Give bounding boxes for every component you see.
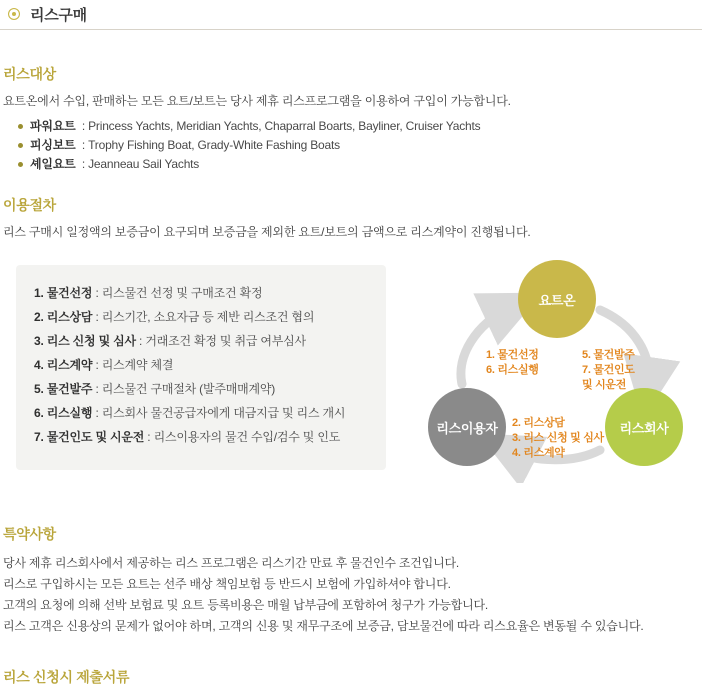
section-heading-text: 리스대상 [3,66,56,82]
procedure-step [34,377,386,401]
diagram-label-line: 및 시운전 [582,379,627,391]
step-desc: : 리스물건 구매절차 (발주매매계약) [95,382,276,396]
step-number: 2. [34,310,44,324]
special-notes-list [3,553,698,637]
diagram-node-label: 요트온 [538,292,576,308]
section-procedure-heading [3,195,56,215]
procedure-step [34,401,386,425]
diagram-node-lease-user [428,388,506,466]
diagram-label-line: 2. 리스상담 [512,417,565,429]
list-item-label: 셰일요트 [30,157,76,171]
diagram-label-line: 7. 물건인도 [582,364,635,376]
step-desc: : 리스이용자의 물건 수입/검수 및 인도 [147,430,341,444]
step-number: 3. [34,334,44,348]
step-number: 6. [34,406,44,420]
step-name: 물건인도 및 시운전 [46,430,145,444]
procedure-step [34,305,386,329]
section-heading-text: 이용절차 [3,197,56,213]
step-number: 1. [34,286,44,300]
diagram-node-lease-company [605,388,683,466]
note-line: 당사 제휴 리스회사에서 제공하는 리스 프로그램은 리스기간 만료 후 물건인수 조건입니다. [3,556,459,570]
note-line: 리스 고객은 신용상의 문제가 없어야 하며, 고객의 신용 및 재무구조에 보증금, 담보물건에 따라 리스요율은 변동될 수 있습니다. [3,619,644,633]
list-item-label: 파워요트 [30,119,76,133]
list-item-text: Trophy Fishing Boat, Grady-White Fashing Boats [88,138,340,152]
diagram-label-right [582,348,635,393]
procedure-steps-list [16,265,386,449]
diagram-label-line: 5. 물건발주 [582,349,635,361]
section-special-heading [3,524,56,544]
list-item [14,117,694,136]
circle-bullet-icon [8,8,20,20]
lease-flow-diagram [400,258,690,483]
procedure-step [34,281,386,305]
diagram-node-label: 리스회사 [619,420,669,436]
page-header [0,0,702,30]
step-desc: : 리스회사 물건공급자에게 대금지급 및 리스 개시 [95,406,346,420]
diagram-node-yachton [518,260,596,338]
diagram-node-label: 리스이용자 [436,420,498,436]
step-number: 7. [34,430,44,444]
section-heading-text: 리스 신청시 제출서류 [3,669,130,685]
section-target-intro: 요트온에서 수입, 판매하는 모든 요트/보트는 당사 제휴 리스프로그램을 이용하여 구입이 가능합니다. [3,94,511,108]
diagram-label-left [486,348,539,378]
step-name: 리스계약 [46,358,93,372]
page-title: 리스구매 [30,7,87,24]
note-line: 리스로 구입하시는 모든 요트는 선주 배상 책임보험 등 반드시 보험에 가입하셔야 합니다. [3,577,451,591]
target-list [14,117,694,174]
list-item-text: Jeanneau Sail Yachts [88,157,200,171]
list-item-value: : [78,138,89,152]
diagram-label-line: 3. 리스 신청 및 심사 [512,432,604,444]
step-number: 4. [34,358,44,372]
step-name: 리스상담 [46,310,93,324]
list-item-value: : [78,119,89,133]
list-item [14,136,694,155]
diagram-label-line: 1. 물건선정 [486,349,539,361]
procedure-steps-box [16,265,386,470]
list-item-label: 피싱보트 [30,138,76,152]
step-desc: : 리스기간, 소요자금 등 제반 리스조건 협의 [95,310,315,324]
procedure-step [34,425,386,449]
step-number: 5. [34,382,44,396]
list-item-value: : [78,157,89,171]
procedure-step [34,353,386,377]
step-desc: : 거래조건 확정 및 취급 여부심사 [139,334,306,348]
diagram-label-bottom [512,416,604,461]
note-line: 고객의 요청에 의해 선박 보험료 및 요트 등록비용은 매월 납부금에 포함하여 청구가 가능합니다. [3,598,489,612]
step-name: 리스 신청 및 심사 [46,334,136,348]
list-item-text: Princess Yachts, Meridian Yachts, Chaparral Boarts, Bayliner, Cruiser Yachts [88,119,481,133]
step-name: 리스실행 [46,406,93,420]
diagram-label-line: 4. 리스계약 [512,447,565,459]
step-desc: : 리스물건 선정 및 구매조건 확정 [95,286,263,300]
section-target-heading [3,64,56,84]
section-procedure-intro: 리스 구매시 일정액의 보증금이 요구되며 보증금을 제외한 요트/보트의 금액으로 리스계약이 진행됩니다. [3,225,531,239]
section-documents-heading [3,667,129,687]
procedure-step [34,329,386,353]
list-item [14,155,694,174]
step-name: 물건발주 [46,382,93,396]
step-desc: : 리스계약 체결 [95,358,174,372]
section-heading-text: 특약사항 [3,526,56,542]
diagram-label-line: 6. 리스실행 [486,364,539,376]
step-name: 물건선정 [46,286,93,300]
